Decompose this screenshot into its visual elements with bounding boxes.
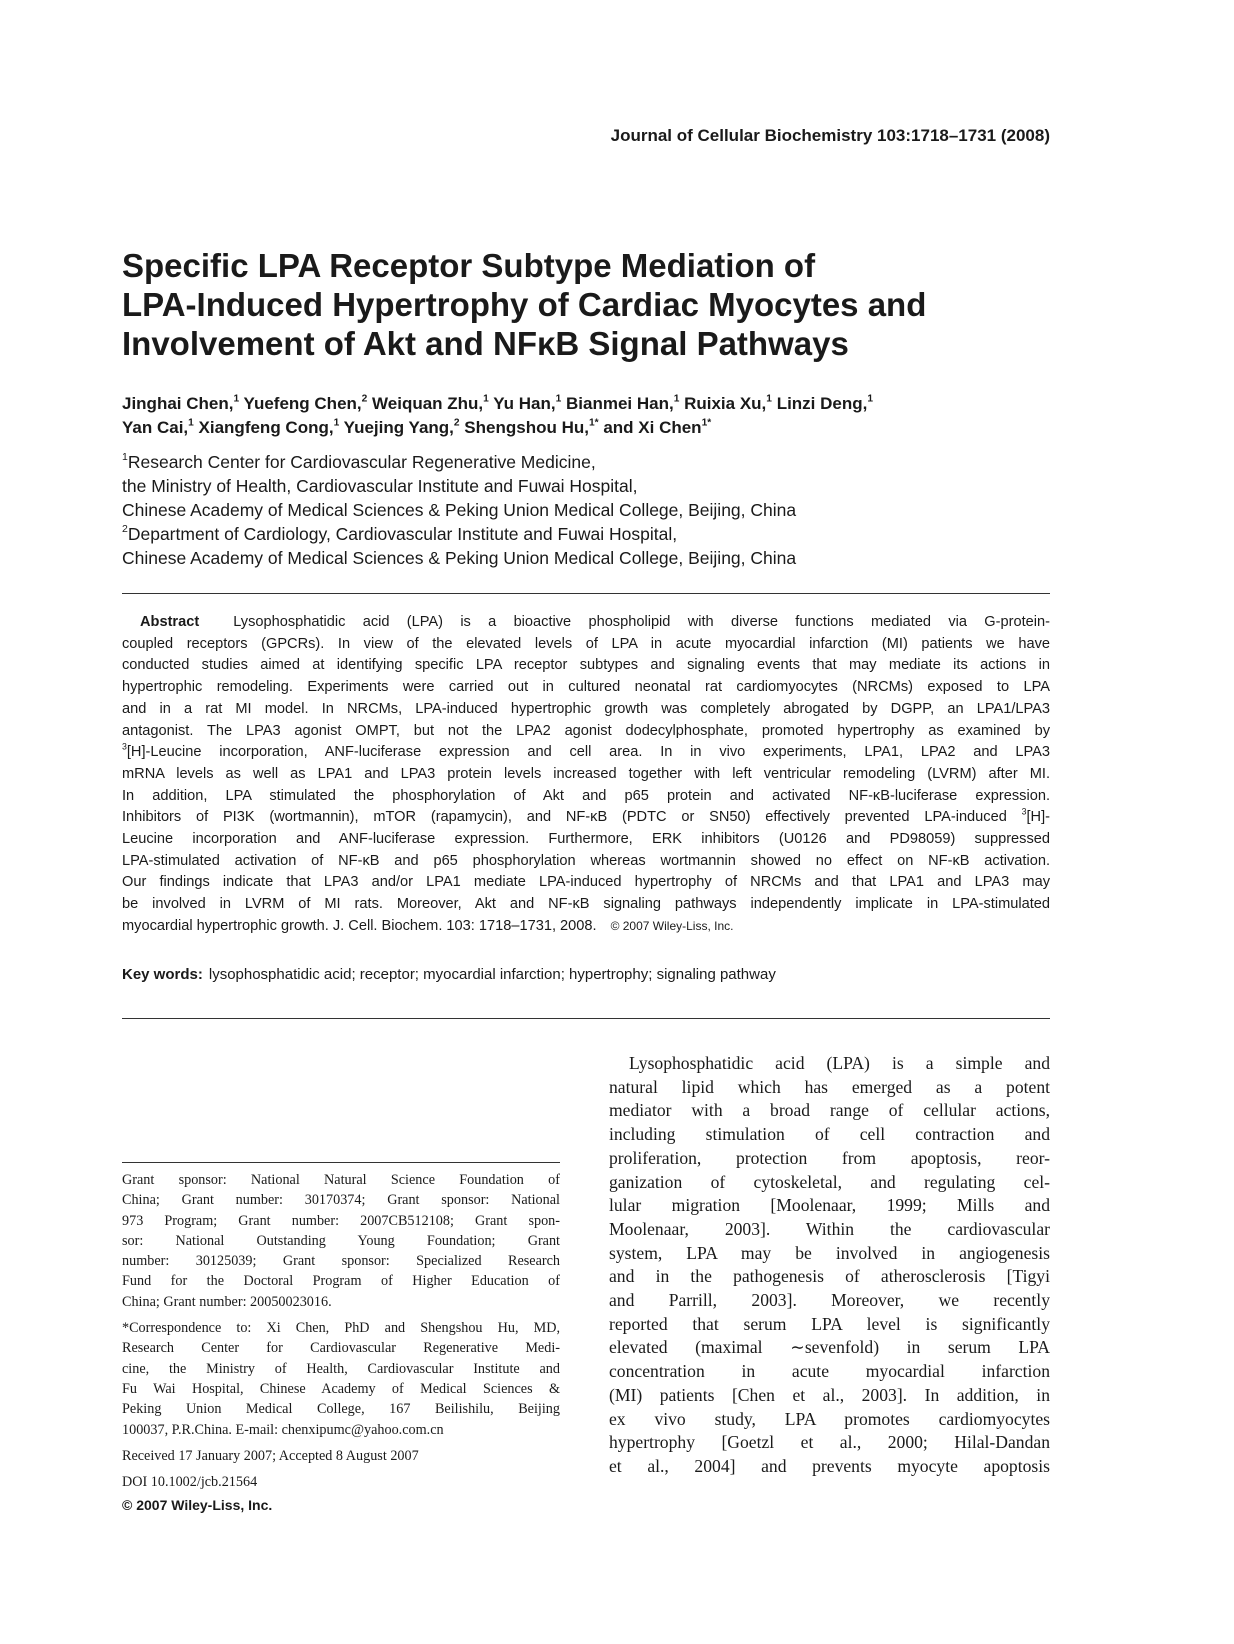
affiliation-mark: 1 bbox=[188, 417, 194, 429]
author-line bbox=[122, 392, 1062, 416]
affiliations bbox=[122, 450, 1062, 570]
affiliation-mark: 1 bbox=[233, 393, 240, 405]
body-line: hypertrophy [Goetzl et al., 2000; Hilal-Dandan bbox=[609, 1432, 1050, 1453]
abstract-line: hypertrophic remodeling. Experiments were carried out in cultured neonatal rat cardiomyocytes (NRCMs) exposed to LPA bbox=[122, 679, 1050, 696]
body-line: system, LPA may be involved in angiogenesis bbox=[609, 1242, 1050, 1263]
body-line: et al., 2004] and prevents myocyte apoptosis bbox=[609, 1455, 1050, 1476]
divider-top bbox=[122, 593, 1050, 594]
abstract-line: In addition, LPA stimulated the phosphorylation of Akt and p65 protein and activated NF-κB-luciferase expression. bbox=[122, 787, 1050, 804]
abstract bbox=[122, 612, 1050, 938]
abstract-line: conducted studies aimed at identifying specific LPA receptor subtypes and signaling events that may mediate its actions in bbox=[122, 657, 1050, 674]
affiliation-mark: 1* bbox=[588, 417, 599, 429]
abstract-copyright: © 2007 Wiley-Liss, Inc. bbox=[610, 918, 734, 933]
footnote-line: *Correspondence to: Xi Chen, PhD and Shengshou Hu, MD, bbox=[122, 1320, 560, 1337]
abstract-line bbox=[122, 612, 1050, 634]
footnote-line: Fu Wai Hospital, Chinese Academy of Medical Sciences & bbox=[122, 1380, 560, 1397]
keywords bbox=[122, 966, 1050, 983]
affiliation-mark: 1 bbox=[673, 393, 680, 405]
correspondence-footnote bbox=[122, 1318, 560, 1440]
body-line: ex vivo study, LPA promotes cardiomyocytes bbox=[609, 1408, 1050, 1429]
footnotes bbox=[122, 1170, 560, 1492]
superscript: 3 bbox=[122, 741, 127, 752]
affiliation-mark: 2 bbox=[361, 393, 368, 405]
affiliation-line bbox=[122, 450, 1062, 474]
abstract-line: LPA-stimulated activation of NF-κB and p65 phosphorylation whereas wortmannin showed no effect on NF-κB activation. bbox=[122, 852, 1050, 869]
author-name: Bianmei Han, bbox=[561, 394, 674, 413]
body-line: reported that serum LPA level is significantly bbox=[609, 1313, 1050, 1334]
author-name: and Xi Chen bbox=[598, 418, 702, 437]
footnote-line: China; Grant number: 30170374; Grant sponsor: National bbox=[122, 1192, 560, 1209]
footnote-line: 973 Program; Grant number: 2007CB512108; Grant spon- bbox=[122, 1212, 560, 1229]
affiliation-mark: 1 bbox=[555, 393, 562, 405]
body-line: and Parrill, 2003]. Moreover, we recently bbox=[609, 1290, 1050, 1311]
affiliation-line: Chinese Academy of Medical Sciences & Peking Union Medical College, Beijing, China bbox=[122, 548, 797, 568]
footnote-line: Research Center for Cardiovascular Regenerative Medi- bbox=[122, 1340, 560, 1357]
divider-bottom bbox=[122, 1018, 1050, 1019]
abstract-heading: Abstract bbox=[140, 614, 200, 630]
author-name: Linzi Deng, bbox=[771, 394, 868, 413]
superscript: 3 bbox=[1021, 806, 1027, 817]
body-line: Lysophosphatidic acid (LPA) is a simple and bbox=[629, 1053, 1050, 1073]
affiliation-text: Department of Cardiology, Cardiovascular Institute and Fuwai Hospital, bbox=[127, 524, 678, 544]
affiliation-mark: 1 bbox=[483, 393, 489, 405]
abstract-line: Our findings indicate that LPA3 and/or LPA1 mediate LPA-induced hypertrophy of NRCMs and that LPA1 and LPA3 may bbox=[122, 874, 1050, 891]
footnote-copyright: © 2007 Wiley-Liss, Inc. bbox=[122, 1497, 273, 1513]
body-line: natural lipid which has emerged as a potent bbox=[609, 1076, 1050, 1097]
affiliation-mark: 2 bbox=[122, 523, 128, 536]
affiliation-line: the Ministry of Health, Cardiovascular Institute and Fuwai Hospital, bbox=[122, 476, 638, 496]
body-line: (MI) patients [Chen et al., 2003]. In addition, in bbox=[609, 1384, 1050, 1405]
author-line bbox=[122, 416, 1062, 440]
affiliation-mark: 1 bbox=[867, 393, 874, 405]
doi: DOI 10.1002/jcb.21564 bbox=[122, 1474, 258, 1491]
abstract-text: [H]- bbox=[1026, 809, 1050, 826]
abstract-text: [H]-Leucine incorporation, ANF-luciferase expression and cell area. In in vivo experiments, LPA1, LPA2 and LPA3 bbox=[126, 744, 1050, 761]
received-dates: Received 17 January 2007; Accepted 8 August 2007 bbox=[122, 1447, 419, 1464]
footnote-line: cine, the Ministry of Health, Cardiovascular Institute and bbox=[122, 1360, 560, 1377]
affiliation-mark: 2 bbox=[453, 417, 460, 429]
author-name: Yu Han, bbox=[488, 394, 556, 413]
author-name: Xiangfeng Cong, bbox=[193, 418, 334, 437]
keywords-text: lysophosphatidic acid; receptor; myocardial infarction; hypertrophy; signaling pathway bbox=[208, 966, 776, 983]
footnote-line: China; Grant number: 20050023016. bbox=[122, 1293, 332, 1310]
footnote-line: Fund for the Doctoral Program of Higher Education of bbox=[122, 1273, 560, 1290]
title-line: Involvement of Akt and NFκB Signal Pathways bbox=[122, 325, 849, 362]
footnote-line: 100037, P.R.China. E-mail: chenxipumc@yahoo.com.cn bbox=[122, 1421, 444, 1438]
body-line: and in the pathogenesis of atherosclerosis [Tigyi bbox=[609, 1266, 1050, 1287]
author-list bbox=[122, 392, 1062, 440]
author-name: Ruixia Xu, bbox=[679, 394, 767, 413]
affiliation-mark: 1 bbox=[122, 451, 128, 464]
author-name: Yan Cai, bbox=[122, 418, 189, 437]
journal-header: Journal of Cellular Biochemistry 103:1718–1731 (2008) bbox=[610, 126, 1050, 145]
abstract-text: Lysophosphatidic acid (LPA) is a bioactive phospholipid with diverse functions mediated via G-protein- bbox=[233, 614, 1050, 630]
abstract-line bbox=[122, 916, 1050, 938]
abstract-text: Inhibitors of PI3K (wortmannin), mTOR (rapamycin), and NF-κB (PDTC or SN50) effectively prevented LPA-induced bbox=[122, 809, 1022, 826]
body-line: Moolenaar, 2003]. Within the cardiovascular bbox=[609, 1218, 1050, 1239]
abstract-line: and in a rat MI model. In NRCMs, LPA-induced hypertrophic growth was completely abrogated by DGPP, an LPA1/LPA3 bbox=[122, 700, 1050, 717]
body-line: proliferation, protection from apoptosis, reor- bbox=[609, 1147, 1050, 1168]
affiliation-mark: 1* bbox=[701, 417, 712, 429]
affiliation-mark: 1 bbox=[333, 417, 340, 429]
author-name: Jinghai Chen, bbox=[122, 394, 234, 413]
abstract-line: Leucine incorporation and ANF-luciferase expression. Furthermore, ERK inhibitors (U0126 and PD98059) suppressed bbox=[122, 831, 1050, 848]
keywords-label: Key words: bbox=[122, 966, 203, 983]
abstract-line: coupled receptors (GPCRs). In view of the elevated levels of LPA in acute myocardial infarction (MI) patients we have bbox=[122, 635, 1050, 652]
abstract-line: mRNA levels as well as LPA1 and LPA3 protein levels increased together with left ventricular remodeling (LVRM) after MI. bbox=[122, 765, 1050, 782]
author-name: Weiquan Zhu, bbox=[367, 394, 484, 413]
body-line: including stimulation of cell contraction and bbox=[609, 1124, 1050, 1145]
grant-footnote bbox=[122, 1170, 560, 1312]
footnote-line: sor: National Outstanding Young Foundation; Grant bbox=[122, 1232, 560, 1249]
abstract-line bbox=[122, 807, 1050, 829]
author-name: Shengshou Hu, bbox=[459, 418, 589, 437]
body-line: concentration in acute myocardial infarction bbox=[609, 1361, 1050, 1382]
footnote-line: Grant sponsor: National Natural Science Foundation of bbox=[122, 1172, 560, 1188]
body-line: elevated (maximal ∼sevenfold) in serum LPA bbox=[609, 1337, 1050, 1358]
article-title bbox=[122, 246, 1042, 363]
footnote-line: number: 30125039; Grant sponsor: Specialized Research bbox=[122, 1253, 560, 1270]
affiliation-line bbox=[122, 522, 1062, 546]
author-name: Yuefeng Chen, bbox=[239, 394, 362, 413]
title-line: Specific LPA Receptor Subtype Mediation of bbox=[122, 247, 816, 284]
body-line: mediator with a broad range of cellular actions, bbox=[609, 1100, 1050, 1121]
abstract-line bbox=[122, 742, 1050, 764]
affiliation-text: Research Center for Cardiovascular Regenerative Medicine, bbox=[127, 452, 596, 472]
affiliation-mark: 1 bbox=[766, 393, 772, 405]
body-line: lular migration [Moolenaar, 1999; Mills and bbox=[609, 1195, 1050, 1216]
affiliation-line: Chinese Academy of Medical Sciences & Peking Union Medical College, Beijing, China bbox=[122, 500, 797, 520]
title-line: LPA-Induced Hypertrophy of Cardiac Myocytes and bbox=[122, 286, 927, 323]
abstract-text: myocardial hypertrophic growth. J. Cell. Biochem. 103: 1718–1731, 2008. bbox=[122, 917, 597, 934]
abstract-line: antagonist. The LPA3 agonist OMPT, but not the LPA2 agonist dodecylphosphate, promoted hypertrophy as examined by bbox=[122, 722, 1050, 739]
abstract-line: be involved in LVRM of MI rats. Moreover, Akt and NF-κB signaling pathways independently implicate in LPA-stimulated bbox=[122, 896, 1050, 913]
footnote-divider bbox=[122, 1162, 560, 1163]
footnote-line: Peking Union Medical College, 167 Beilishilu, Beijing bbox=[122, 1401, 560, 1418]
body-line: ganization of cytoskeletal, and regulating cel- bbox=[609, 1171, 1050, 1192]
body-column bbox=[609, 1052, 1050, 1479]
author-name: Yuejing Yang, bbox=[339, 418, 454, 437]
